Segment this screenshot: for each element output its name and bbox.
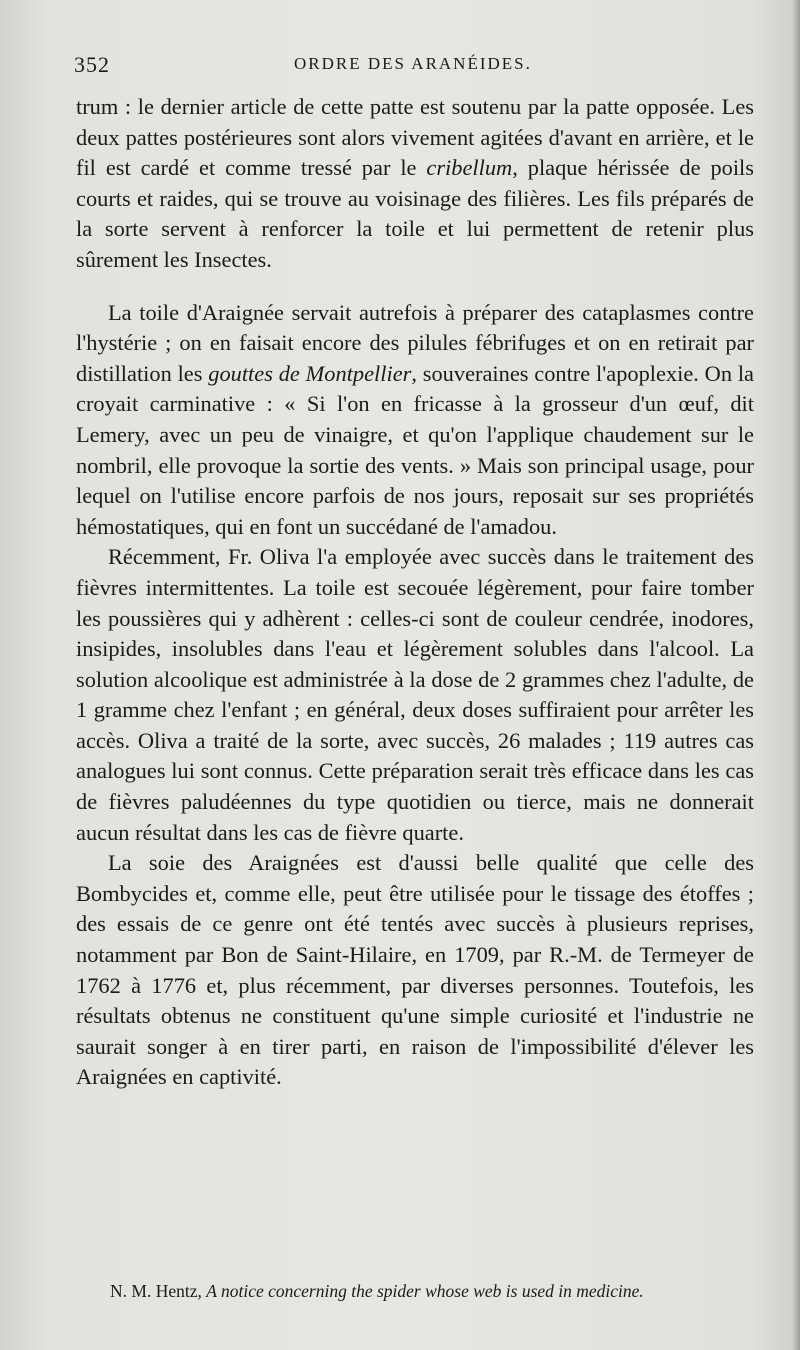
- italic-term: cribellum: [426, 155, 513, 181]
- page-edge-shadow: [792, 0, 800, 1350]
- italic-term: gouttes de Montpellier: [208, 360, 412, 386]
- paragraph-continuation: trum : le dernier article de cette patte est soutenu par la patte opposée. Les deux pattes postérieures sont alors vivement agitées d'avant en arrière, et le fil est cardé et comme tressé par le cribellum, plaque hérissée de poils courts et raides, qui se trouve au voisinage des filières. Les fils préparés de la sorte servent à renforcer la toile et lui permettent de retenir plus sûrement les Insectes.: [76, 94, 754, 272]
- footnote: [110, 1280, 770, 1302]
- footnote-author: N. M. Hentz,: [110, 1281, 207, 1301]
- page-number: 352: [74, 52, 110, 77]
- paragraph-oliva: Récemment, Fr. Oliva l'a employée avec succès dans le traitement des fièvres intermittentes. La toile est secouée légèrement, pour faire tomber les poussières qui y adhèrent : celles-ci sont de couleur cendrée, inodores, insipides, insolubles dans l'eau et légèrement solubles dans l'alcool. La solution alcoolique est administrée à la dose de 2 grammes chez l'adulte, de 1 gramme chez l'enfant ; en général, deux doses suffiraient pour arrêter les accès. Oliva a traité de la sorte, avec succès, 26 malades ; 119 autres cas analogues lui sont connus. Cette préparation serait très efficace dans les cas de fièvres paludéennes du type quotidien ou tierce, mais ne donnerait aucun résultat dans les cas de fièvre quarte.: [76, 544, 754, 845]
- footnote-title: A notice concerning the spider whose web is used in medicine.: [206, 1281, 644, 1301]
- body-text: [76, 92, 754, 1093]
- paragraph-soie: La soie des Araignées est d'aussi belle qualité que celle des Bombycides et, comme elle, peut être utilisée pour le tissage des étoffes ; des essais de ce genre ont été tentés avec succès à plusieurs reprises, notamment par Bon de Saint-Hilaire, en 1709, par R.-M. de Termeyer de 1762 à 1776 et, plus récemment, par diverses personnes. Toutefois, les résultats obtenus ne constituent qu'une simple curiosité et l'industrie ne saurait songer à en tirer parti, en raison de l'impossibilité d'élever les Araignées en captivité.: [76, 850, 754, 1090]
- paragraph-toile-usage: La toile d'Araignée servait autrefois à préparer des cataplasmes contre l'hystérie ; on en faisait encore des pilules fébrifuges et on en retirait par distillation les gouttes de Montpellier, souveraines contre l'apoplexie. On la croyait carminative : « Si l'on en fricasse à la grosseur d'un œuf, dit Lemery, avec un peu de vinaigre, et qu'on l'applique chaudement sur le nombril, elle provoque la sortie des vents. » Mais son principal usage, pour lequel on l'utilise encore parfois de nos jours, reposait sur ses propriétés hémostatiques, qui en font un succédané de l'amadou.: [76, 299, 754, 539]
- page-header: [74, 52, 760, 82]
- running-title: ORDRE DES ARANÉIDES.: [294, 54, 532, 73]
